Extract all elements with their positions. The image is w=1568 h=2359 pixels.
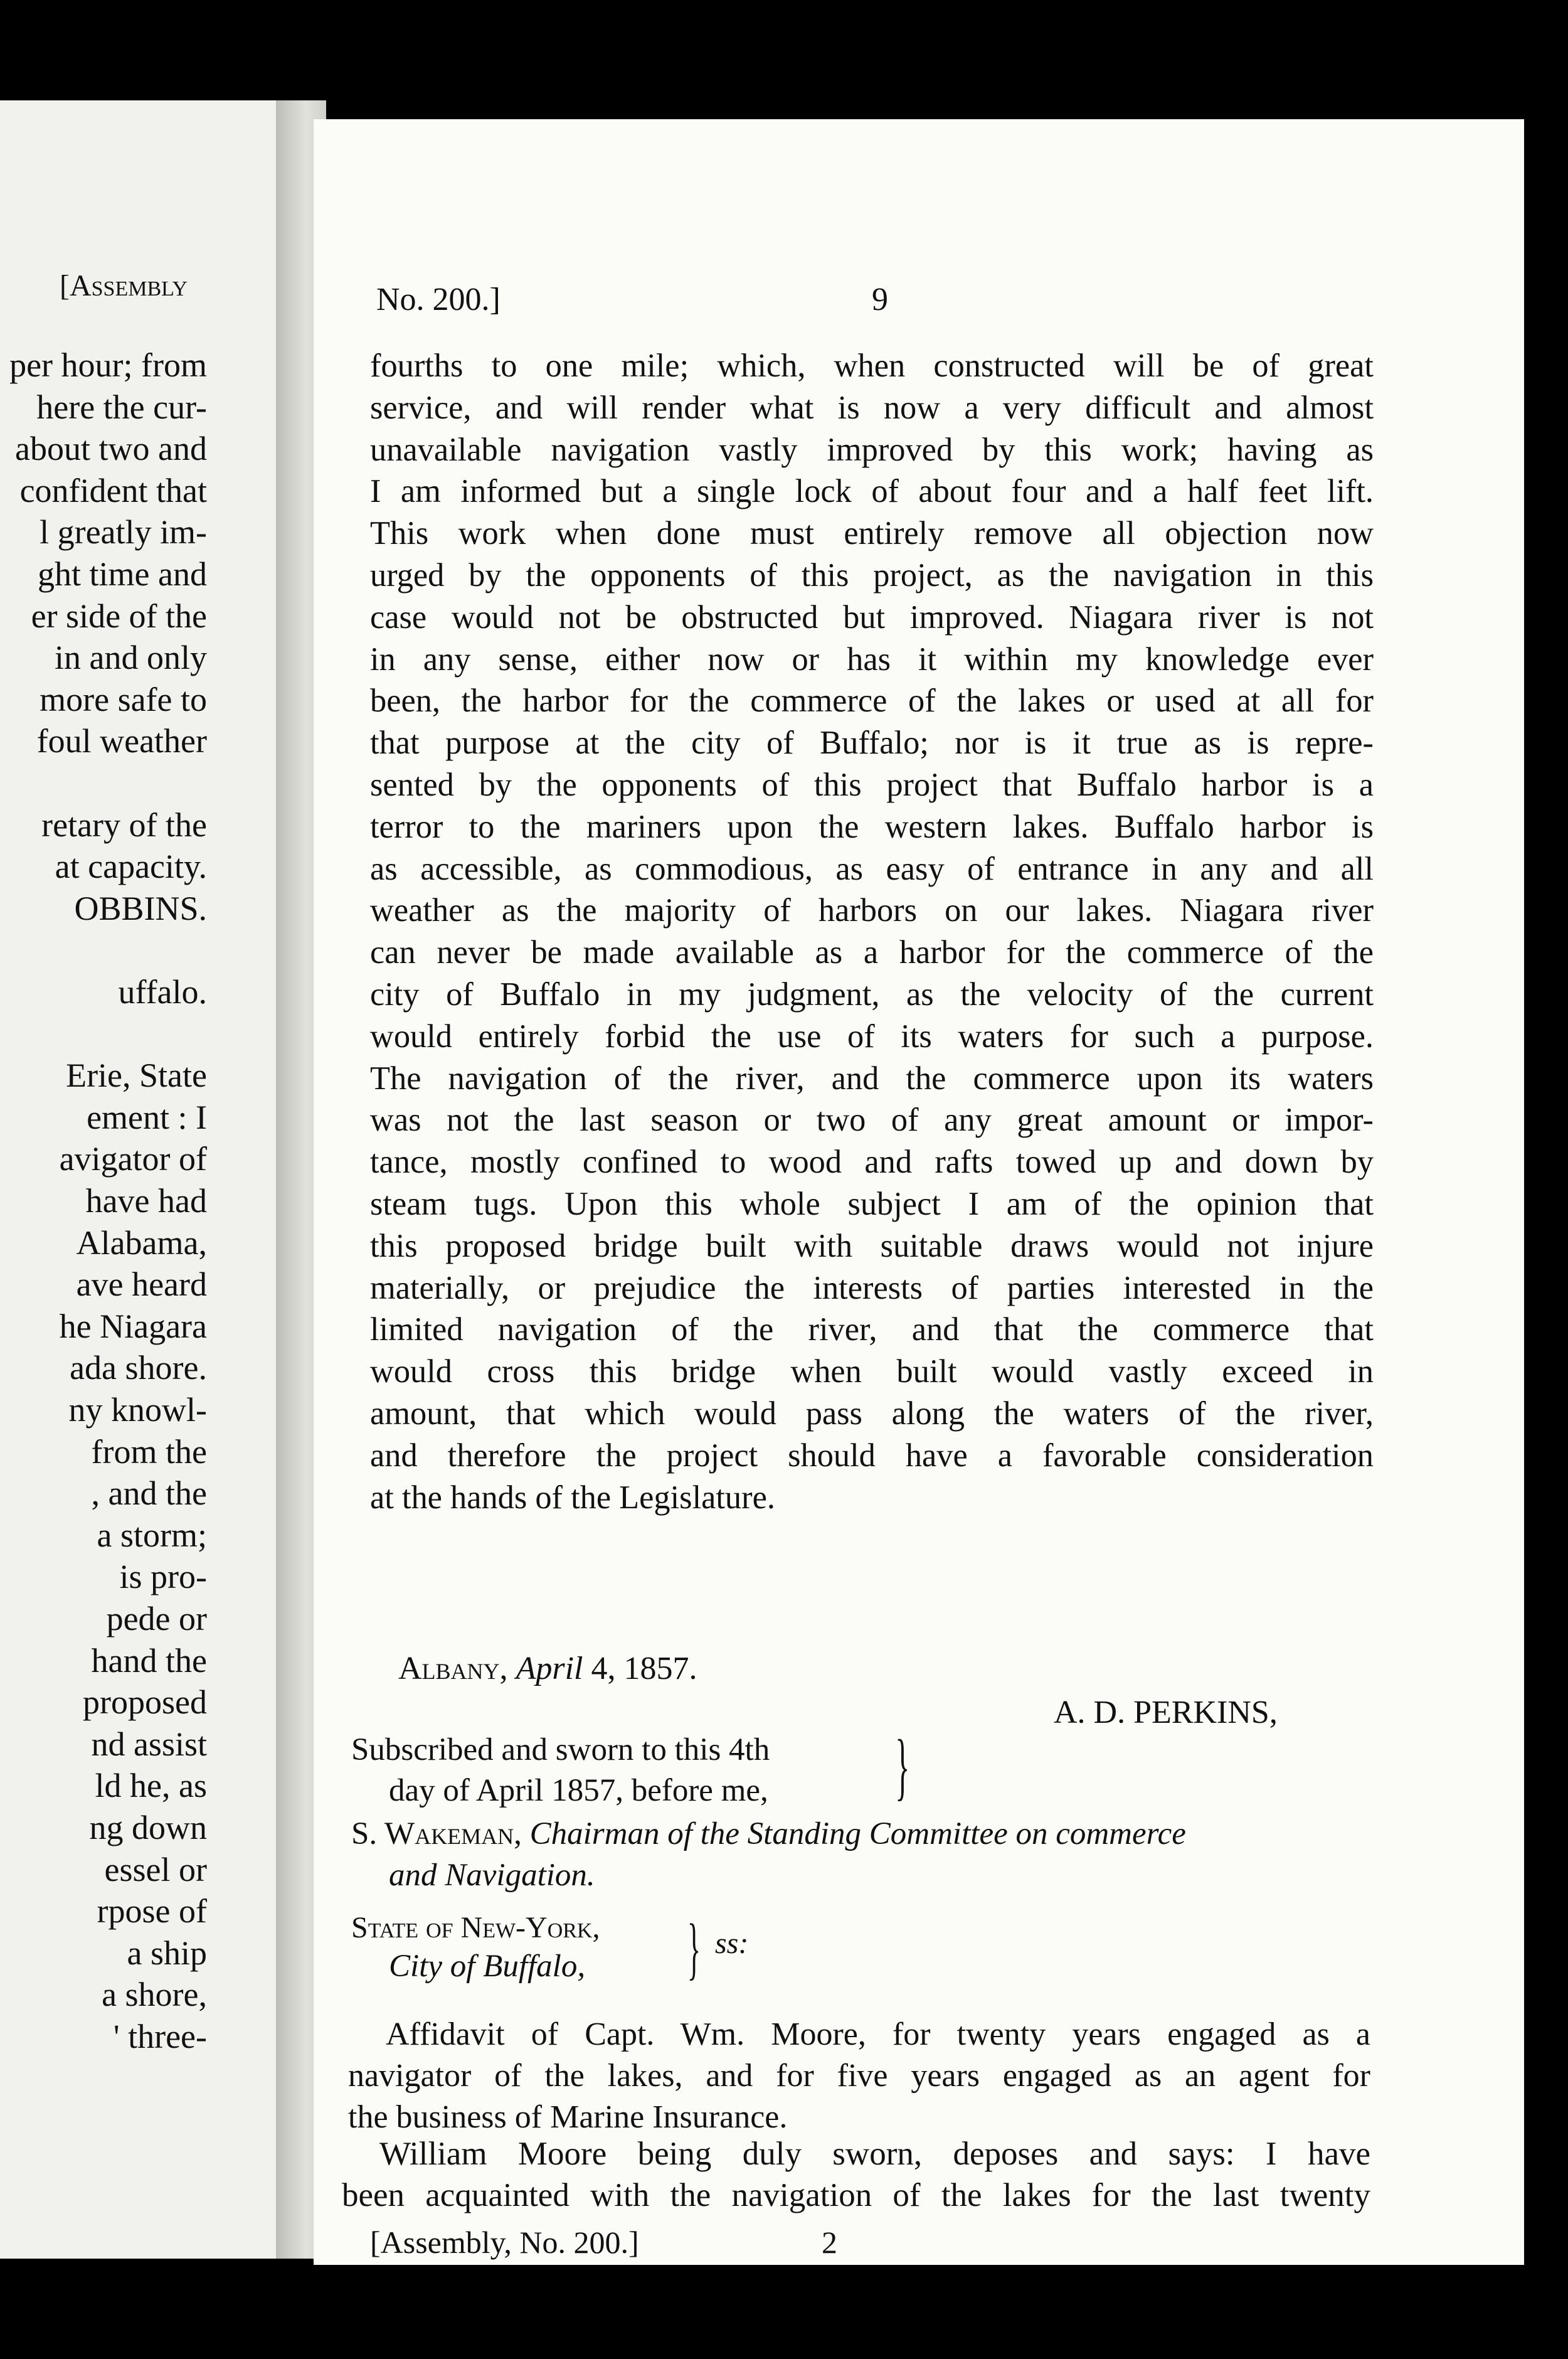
left-text-line: a storm; bbox=[97, 1516, 207, 1554]
left-text-line: l greatly im- bbox=[40, 513, 207, 551]
left-text-line: Alabama, bbox=[76, 1223, 207, 1262]
officer-title-continued: and Navigation. bbox=[389, 1858, 595, 1893]
left-text-line: a shore, bbox=[102, 1976, 207, 2014]
affidavit-heading bbox=[348, 2014, 1370, 2138]
left-text-line: OBBINS. bbox=[74, 889, 207, 927]
text-line: would entirely forbid the use of its waters for such a purpose. bbox=[370, 1018, 1374, 1055]
document-number: No. 200.] bbox=[376, 282, 501, 317]
text-line: as accessible, as commodious, as easy of entrance in any and all bbox=[370, 850, 1374, 887]
text-line: been, the harbor for the commerce of the lakes or used at all for bbox=[370, 683, 1374, 720]
dateline bbox=[398, 1650, 697, 1687]
text-line: limited navigation of the river, and that the commerce that bbox=[370, 1311, 1374, 1348]
body-paragraph bbox=[370, 345, 1374, 1518]
left-text-line: rpose of bbox=[97, 1892, 207, 1930]
text-line: case would not be obstructed but improved. Niagara river is not bbox=[370, 599, 1374, 636]
left-text-line: ld he, as bbox=[95, 1767, 207, 1805]
text-line: urged by the opponents of this project, as the navigation in this bbox=[370, 556, 1374, 594]
text-line: can never be made available as a harbor for the commerce of the bbox=[370, 934, 1374, 971]
text-line: service, and will render what is now a very difficult and almost bbox=[370, 389, 1374, 426]
left-text-line: ement : I bbox=[87, 1098, 207, 1136]
text-line: unavailable navigation vastly improved by this work; having as bbox=[370, 431, 1374, 468]
left-text-line: ' three- bbox=[113, 2018, 207, 2055]
left-text-line: per hour; from bbox=[9, 346, 207, 384]
text-line: tance, mostly confined to wood and rafts towed up and down by bbox=[370, 1144, 1374, 1181]
dateline-rest: 4, 1857. bbox=[591, 1651, 697, 1686]
text-line: I am informed but a single lock of about four and a half feet lift. bbox=[370, 473, 1374, 510]
text-line: weather as the majority of harbors on our lakes. Niagara river bbox=[370, 892, 1374, 929]
text-line: fourths to one mile; which, when constructed will be of great bbox=[370, 348, 1374, 384]
text-line: William Moore being duly sworn, deposes and says: I have bbox=[379, 2136, 1370, 2172]
text-line: Affidavit of Capt. Wm. Moore, for twenty years engaged as a bbox=[386, 2016, 1370, 2052]
left-text-line: uffalo. bbox=[118, 973, 207, 1011]
left-text-line: is pro- bbox=[119, 1558, 207, 1596]
text-line: been acquainted with the navigation of the lakes for the last twenty bbox=[342, 2177, 1370, 2213]
venue-ss: ss: bbox=[715, 1927, 749, 1960]
left-text-line: pede or bbox=[106, 1600, 207, 1637]
left-text-line: nd assist bbox=[91, 1725, 207, 1763]
left-running-head: [Assembly bbox=[60, 269, 188, 302]
left-text-line: have had bbox=[85, 1182, 207, 1220]
left-text-line: a ship bbox=[127, 1934, 207, 1972]
jurat-line-2: day of April 1857, before me, bbox=[389, 1773, 768, 1808]
text-line: the business of Marine Insurance. bbox=[348, 2099, 788, 2135]
text-line: this proposed bridge built with suitable draws would not injure bbox=[370, 1227, 1374, 1264]
signature: A. D. PERKINS, bbox=[1054, 1695, 1278, 1730]
text-line: The navigation of the river, and the commerce upon its waters bbox=[370, 1060, 1374, 1097]
brace-icon: } bbox=[687, 1910, 701, 1986]
text-line: This work when done must entirely remove all objection now bbox=[370, 515, 1374, 552]
jurat-line-1: Subscribed and sworn to this 4th bbox=[351, 1732, 770, 1767]
left-text-line: in and only bbox=[55, 639, 207, 677]
left-text-line: he Niagara bbox=[59, 1307, 207, 1345]
left-text-line: , and the bbox=[91, 1474, 207, 1513]
left-text-line: essel or bbox=[104, 1850, 207, 1888]
dateline-month: April bbox=[516, 1651, 583, 1686]
left-text-line: more safe to bbox=[40, 680, 207, 718]
left-text-line: proposed bbox=[83, 1683, 207, 1722]
text-line: amount, that which would pass along the waters of the river, bbox=[370, 1395, 1374, 1432]
left-text-line: Erie, State bbox=[66, 1057, 207, 1095]
signature-footer: [Assembly, No. 200.] bbox=[370, 2225, 639, 2260]
left-text-line: here the cur- bbox=[36, 388, 207, 426]
left-text-line: ny knowl- bbox=[68, 1391, 207, 1429]
page-number: 9 bbox=[872, 282, 888, 317]
text-line: and therefore the project should have a favorable consideration bbox=[370, 1437, 1374, 1474]
text-line: was not the last season or two of any great amount or impor- bbox=[370, 1102, 1374, 1139]
text-line: city of Buffalo in my judgment, as the velocity of the current bbox=[370, 976, 1374, 1013]
deposition-paragraph bbox=[342, 2133, 1370, 2216]
left-text-line: retary of the bbox=[41, 806, 207, 844]
left-text-line: er side of the bbox=[31, 597, 207, 635]
left-text-line: ng down bbox=[89, 1809, 207, 1846]
venue-city: City of Buffalo, bbox=[389, 1949, 586, 1984]
officer-title: Chairman of the Standing Committee on commerce bbox=[529, 1816, 1186, 1851]
left-text-line: avigator of bbox=[59, 1140, 207, 1178]
officer-name: S. Wakeman, bbox=[351, 1816, 522, 1851]
signature-mark: 2 bbox=[822, 2225, 837, 2260]
right-page bbox=[314, 119, 1524, 2265]
left-page bbox=[0, 100, 276, 2259]
text-line: at the hands of the Legislature. bbox=[370, 1479, 775, 1516]
left-text-line: about two and bbox=[15, 430, 207, 468]
left-text-line: foul weather bbox=[36, 722, 207, 760]
text-line: navigator of the lakes, and for five years engaged as an agent for bbox=[348, 2058, 1370, 2094]
left-text-line: ave heard bbox=[76, 1265, 207, 1304]
left-text-line: from the bbox=[91, 1432, 207, 1471]
venue-state: State of New-York, bbox=[351, 1911, 600, 1944]
left-text-line: confident that bbox=[19, 471, 207, 509]
dateline-place: Albany, bbox=[398, 1651, 508, 1686]
text-line: terror to the mariners upon the western lakes. Buffalo harbor is bbox=[370, 808, 1374, 845]
left-text-line: hand the bbox=[91, 1641, 207, 1680]
officer-block bbox=[351, 1813, 1367, 1896]
text-line: steam tugs. Upon this whole subject I am of the opinion that bbox=[370, 1185, 1374, 1222]
left-text-line: ada shore. bbox=[70, 1349, 207, 1387]
text-line: that purpose at the city of Buffalo; nor is it true as is repre- bbox=[370, 725, 1374, 762]
left-text-line: at capacity. bbox=[55, 848, 207, 886]
text-line: would cross this bridge when built would vastly exceed in bbox=[370, 1353, 1374, 1390]
text-line: sented by the opponents of this project that Buffalo harbor is a bbox=[370, 766, 1374, 803]
left-text-line: ght time and bbox=[38, 555, 207, 593]
text-line: materially, or prejudice the interests of parties interested in the bbox=[370, 1269, 1374, 1306]
brace-icon: } bbox=[895, 1724, 910, 1808]
text-line: in any sense, either now or has it within my knowledge ever bbox=[370, 641, 1374, 678]
